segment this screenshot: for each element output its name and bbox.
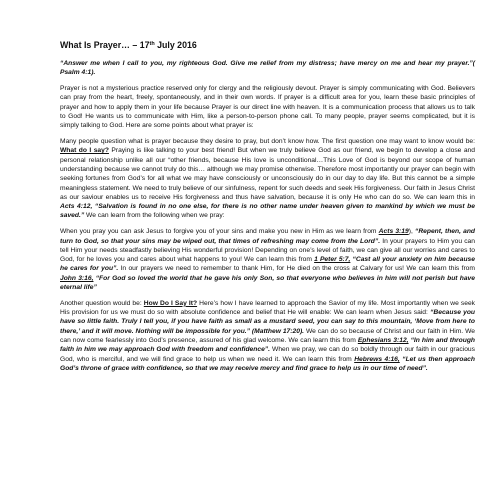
text-run: “Let us then approach God’s throne of grace with confidence, so that we may receive mercy and find grace to help us in our time of need”. [60,355,475,372]
text-run: In your prayers to Him you can tell Him your needs steadfastly believing His wonderful provision! Depending on one’s level of faith, we can give all our worries and cares to God, for he loves you and cares about what happens to you! We can learn this from [60,237,475,264]
paragraph-when-you-pray [60,227,475,292]
text-run: We can do so because of Christ and our faith in Him. We can now come fearlessly into God’s presence, assured of his glad welcome. We can learn this from [60,327,475,345]
paragraph-intro [60,84,475,130]
text-run: Here’s how I have learned to approach the Savior of my life. Most importantly when we seek His provision for us we must do so with absolute confidence and belief that He will enable: We can learn when Jesus said: [60,299,476,317]
text-run: Acts 4:12, “Salvation is found in no one else, for there is no other name under heaven given to mankind by which we must be saved.” [60,203,475,220]
text-run: 1 Peter 5:7, [314,256,351,264]
text-run: In our prayers we need to remember to thank Him, for He died on the cross at Calvary for us! We can learn this from [118,265,475,273]
text-run: Many people question what is prayer because they desire to pray, but don’t know how. The first question one may want to know would be: [60,138,475,146]
text-run: Praying is like talking to your best friend! But when we truly believe God as our friend, we begin to develop a close and personal relationship unlike all our “other friends, because His love is unconditional…This Love of God is beyond our scope of human understanding because we cannot truly do this… although we may promise otherwise. Therefore most importantly our prayer can begin with seeking fortunes from God’s for all what we may have consciously or unconsciously do in our day to day life. But this cannot be a simple meaningless statement. We need to truly believe of our sinfulness, repent for such deeds and seek His forgiveness. Our faith in Jesus Christ as our saviour enables us to receive His forgiveness and thus have salvation, because it is only He who can do so. We can learn this in [60,147,475,201]
text-run: How Do I Say It? [143,299,198,307]
title-text: What Is Prayer… – 17 [60,40,150,50]
opening-verse [60,59,475,78]
title-text-end: July 2016 [154,40,197,50]
text-run: ), [408,228,415,236]
text-run: When you pray you can ask Jesus to forgive you of your sins and make you new in Him as we learn from [60,228,379,236]
text-run: “For God so loved the world that he gave his only Son, so that everyone who believes in him will not perish but have eternal life” [60,274,475,292]
paragraph-how-do-i-say-it [60,299,475,373]
title-superscript: th [149,41,155,47]
text-run: What do I say? [60,147,109,155]
text-run: John 3:16, [60,274,94,282]
text-run: Acts 3:19 [378,228,409,236]
text-run: We can learn from the following when we pray: [84,212,225,220]
text-run: “Answer me when I call to you, my righteous God. Give me relief from my distress; have mercy on me and hear my prayer.”( Psalm 4:1). [60,60,475,77]
text-run: “Because you have so little faith. Truly I tell you, if you have faith as small as a mustard seed, you can say to this mountain, ‘Move from here to there,’ and it will move. Nothing will be impossible for you.” (Matthew 17:20). [60,309,476,335]
text-run: “Cast all your anxiety on him because he cares for you”. [60,256,475,273]
text-run: “In him and through faith in him we may approach God with freedom and confidence”. [60,337,475,354]
text-run: Prayer is not a mysterious practice reserved only for clergy and the religiously devout. Prayer is simply communicating with God. Believers can pray from the heart, freely, spontaneously, and in their own words. If prayer is a difficult area for you, learn these basic principles of prayer and how to apply them in your life because Prayer is our direct line with heaven. It is a communication process that allows us to talk to God! He wants us to communicate with Him, like a person-to-person phone call. To many people, prayer seems complicated, but it is simply talking to God. Here are some points about what prayer is: [60,85,475,130]
text-run: “Repent, then, and turn to God, so that your sins may be wiped out, that times of refreshing may come from the Lord”. [60,228,476,245]
paragraph-what-do-i-say [60,137,475,221]
text-run: When we pray, we can do so boldly through our faith in our gracious God, who is merciful, and we will find grace to help us when we need it. We can learn this from [60,346,475,363]
text-run: Another question would be: [60,299,144,307]
document-title [60,40,475,50]
text-run: Hebrews 4:16, [354,355,400,363]
text-run: Ephesians 3:12, [357,337,409,345]
